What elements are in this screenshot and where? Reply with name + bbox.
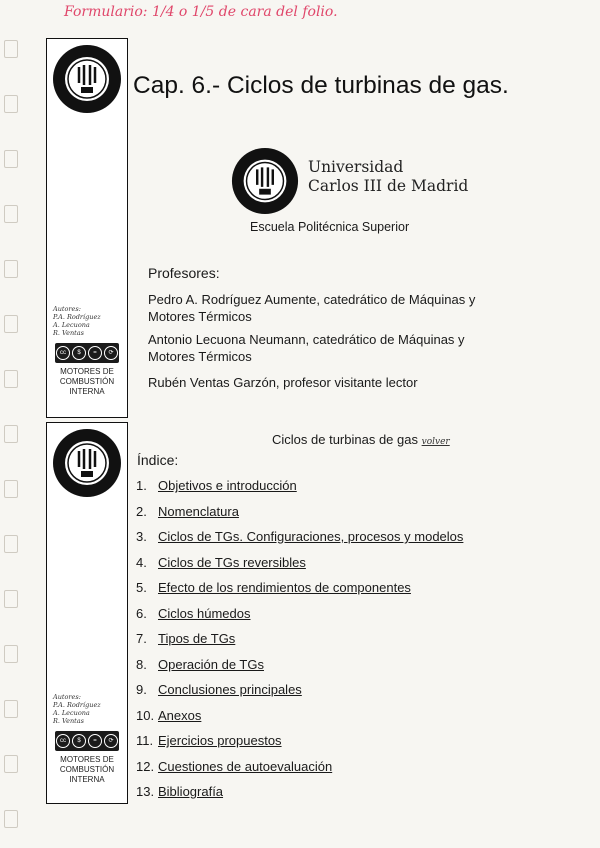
sidebar-caption: MOTORES DE COMBUSTIÓN INTERNA [59,367,115,396]
table-of-contents [136,478,463,810]
toc-item[interactable]: 10. Anexos [136,707,202,723]
chapter-title: Cap. 6.- Ciclos de turbinas de gas. [133,72,509,99]
toc-item[interactable]: 6. Ciclos húmedos [136,605,251,621]
sidebar-slide-1 [46,38,128,418]
school-name: Escuela Politécnica Superior [250,220,410,234]
toc-item[interactable]: 5. Efecto de los rendimientos de componentes [136,580,411,595]
toc-item[interactable]: 13. Bibliografía [136,784,224,799]
toc-item[interactable]: 4. Ciclos de TGs reversibles [136,554,306,570]
sidebar-slide-2 [46,422,128,804]
section-title: Ciclos de turbinas de gas volver [272,432,450,447]
university-seal-icon [47,43,127,120]
toc-item[interactable]: 3. Ciclos de TGs. Configuraciones, procesos y modelos [136,529,464,544]
volver-link[interactable]: volver [421,437,450,447]
index-heading: Índice: [137,452,179,468]
toc-item[interactable]: 8. Operación de TGs [136,656,264,672]
toc-item[interactable]: 11. Ejercicios propuestos [136,733,282,748]
handwritten-note: Formulario: 1/4 o 1/5 de cara del folio. [64,4,338,20]
professor-2: Antonio Lecuona Neumann, catedrático de Máquinas y Motores Térmicos [148,332,465,364]
punch-holes [4,0,18,848]
toc-item[interactable]: 12. Cuestiones de autoevaluación [136,758,333,774]
toc-item[interactable]: 9. Conclusiones principales [136,682,302,697]
toc-item[interactable]: 2. Nomenclatura [136,503,239,519]
university-seal-icon [47,427,127,504]
toc-item[interactable]: 7. Tipos de TGs [136,631,236,646]
cc-license-badge: cc $ = ⟳ [55,731,119,751]
cc-license-badge: cc $ = ⟳ [55,343,119,363]
university-name: Universidad Carlos III de Madrid [308,158,469,195]
professors-heading: Profesores: [148,265,220,281]
professor-3: Rubén Ventas Garzón, profesor visitante lector [148,375,418,390]
sidebar-authors: Autores: P.A. Rodríguez A. Lecuona R. Ventas [53,693,101,725]
sidebar-caption: MOTORES DE COMBUSTIÓN INTERNA [59,755,115,784]
professor-1: Pedro A. Rodríguez Aumente, catedrático de Máquinas y Motores Térmicos [148,292,476,324]
university-logo-icon [230,146,300,221]
toc-item[interactable]: 1. Objetivos e introducción [136,478,297,493]
sidebar-authors: Autores: P.A. Rodríguez A. Lecuona R. Ventas [53,305,101,337]
